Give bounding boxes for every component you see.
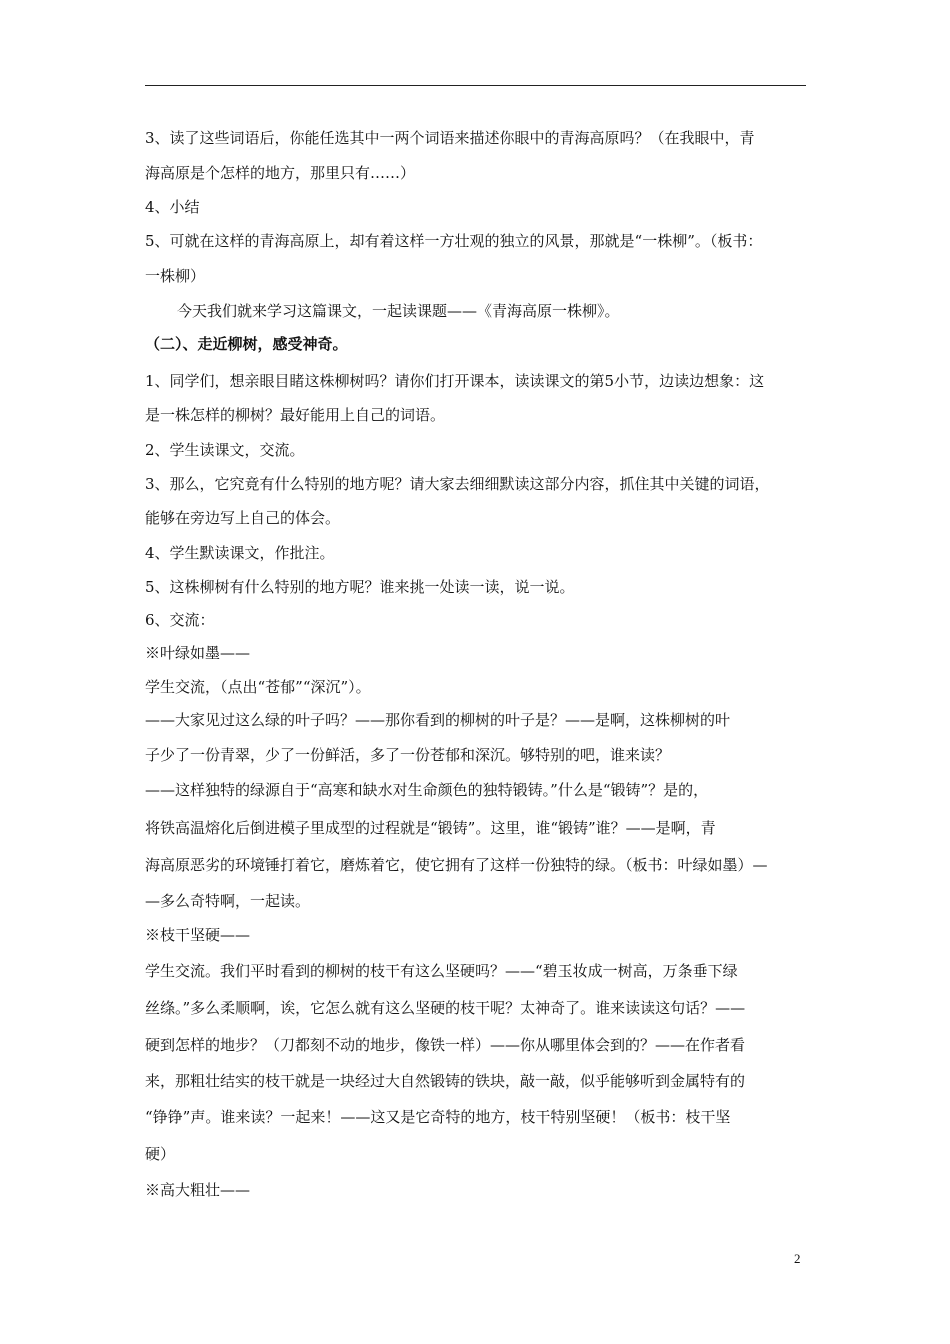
text-line: —多么奇特啊，一起读。 xyxy=(145,892,311,910)
text-line: 来，那粗壮结实的枝干就是一块经过大自然锻铸的铁块，敲一敲，似乎能够听到金属特有的 xyxy=(145,1072,746,1090)
text-line: 丝绦。”多么柔顺啊，诶，它怎么就有这么坚硬的枝干呢？太神奇了。谁来读读这句话？—— xyxy=(145,999,746,1017)
text-line: ※叶绿如墨—— xyxy=(145,644,251,662)
text-line: “铮铮”声。谁来读？一起来！——这又是它奇特的地方，枝干特别坚硬！（板书：枝干坚 xyxy=(145,1108,731,1126)
text-line: 能够在旁边写上自己的体会。 xyxy=(145,509,341,527)
text-line: 学生交流。我们平时看到的柳树的枝干有这么坚硬吗？——“碧玉妆成一树高，万条垂下绿 xyxy=(145,962,738,980)
text-line: ——大家见过这么绿的叶子吗？——那你看到的柳树的叶子是？——是啊，这株柳树的叶 xyxy=(145,711,731,729)
text-line: ※高大粗壮—— xyxy=(145,1181,251,1199)
header-rule xyxy=(145,85,806,86)
text-line: 海高原恶劣的环境锤打着它，磨炼着它，使它拥有了这样一份独特的绿。（板书：叶绿如墨）— xyxy=(145,856,768,874)
text-line: 6、交流： xyxy=(145,611,215,629)
text-line: 将铁高温熔化后倒进模子里成型的过程就是“锻铸”。这里，谁“锻铸”谁？——是啊，青 xyxy=(145,819,716,837)
text-line: 1、同学们，想亲眼目睹这株柳树吗？请你们打开课本，读读课文的第5小节，边读边想象：这 xyxy=(145,372,765,390)
text-line: 4、小结 xyxy=(145,198,200,216)
text-line: 子少了一份青翠，少了一份鲜活，多了一份苍郁和深沉。够特别的吧，谁来读？ xyxy=(145,746,671,764)
text-line: 今天我们就来学习这篇课文，一起读课题——《青海高原一株柳》。 xyxy=(177,302,620,320)
text-line: 是一株怎样的柳树？最好能用上自己的词语。 xyxy=(145,406,446,424)
text-line: 一株柳） xyxy=(145,267,206,285)
section-heading: （二）、走近柳树，感受神奇。 xyxy=(145,335,348,353)
text-line: ※枝干坚硬—— xyxy=(145,926,251,944)
text-line: 5、可就在这样的青海高原上，却有着这样一方壮观的独立的风景，那就是“一株柳”。（板书： xyxy=(145,232,763,250)
page-number: 2 xyxy=(794,1251,801,1266)
text-line: 4、学生默读课文，作批注。 xyxy=(145,544,335,562)
text-line: 学生交流，（点出“苍郁”“深沉”）。 xyxy=(145,678,371,696)
text-line: 硬） xyxy=(145,1145,176,1163)
text-line: 硬到怎样的地步？（刀都刻不动的地步，像铁一样）——你从哪里体会到的？——在作者看 xyxy=(145,1036,746,1054)
text-line: 海高原是个怎样的地方，那里只有……） xyxy=(145,164,416,182)
text-line: ——这样独特的绿源自于“高寒和缺水对生命颜色的独特锻铸。”什么是“锻铸”？是的， xyxy=(145,781,709,799)
text-line: 5、这株柳树有什么特别的地方呢？谁来挑一处读一读，说一说。 xyxy=(145,578,575,596)
text-line: 3、那么，它究竟有什么特别的地方呢？请大家去细细默读这部分内容，抓住其中关键的词语， xyxy=(145,475,770,493)
text-line: 3、读了这些词语后，你能任选其中一两个词语来描述你眼中的青海高原吗？（在我眼中，青 xyxy=(145,129,755,147)
text-line: 2、学生读课文，交流。 xyxy=(145,441,305,459)
